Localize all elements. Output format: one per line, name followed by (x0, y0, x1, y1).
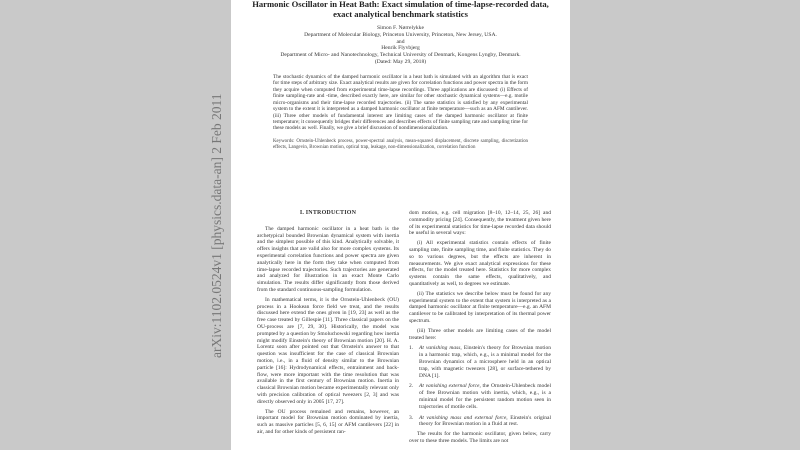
date: (Dated: May 29, 2018) (374, 58, 427, 65)
list-number: 1. (409, 345, 414, 352)
author-1: Simon F. Nørrelykke (377, 25, 424, 31)
title-line-1: Harmonic Oscillator in Heat Bath: Exact simulation of time-lapse-recorded data, (252, 0, 549, 9)
paragraph: dom motion, e.g. cell migration [8–10, 12–14, 25, 26] and commodity pricing [24]. Consequently, the treatment given here of its experimental statistics for time-lapse recorded data should be useful in several ways: (409, 210, 551, 237)
list-text (419, 415, 551, 429)
paper-title (231, 0, 570, 19)
paragraph: In mathematical terms, it is the Ornstein-Uhlenbeck (OU) process in a Hookean force field we treat, and the results discussed here extend the ones given in [19, 23] as well as the free case treated by Gillespie [11]. Three classical papers on the OU-process are [7, 29, 30]. Historically, the model was prompted by a question by Smoluchowski regarding how inertia might modify Einstein's theory of Brownian motion [20]. H. A. Lorentz soon after pointed out that Ornstein's answer to that question was insufficient for the case of classical Brownian motion, i.e., in a fluid of density similar to the Brownian particle [16]: Hydrodynamical effects, entrainment and back-flow, were more important with the time resolution that was available in the first century of Brownian motion. Inertia in classical Brownian motion became experimentally relevant only with precision calibration of optical tweezers [2, 3] and was directly observed only in 2005 [17, 27]. (257, 296, 399, 405)
list-number: 3. (409, 414, 414, 421)
and-separator: and (396, 38, 405, 45)
author-2: Henrik Flyvbjerg (381, 45, 420, 52)
arxiv-id: arXiv:1102.0524v1 [physics.data-an] 2 Feb 2011 (209, 93, 224, 358)
list-text (419, 383, 551, 410)
affiliation-1: Department of Molecular Biology, Princeton University, Princeton, New Jersey, USA. (304, 31, 497, 38)
paragraph: The damped harmonic oscillator in a heat bath is the archetypical bounded Brownian dynamical system with inertia and the simplest possible of this kind. Analytically solvable, it offers insights that are valid also for more complex systems. Its experimental correlation functions and power spectra are given analytically here in the form they take when computed from time-lapse recorded trajectories. Such trajectories are generated and analyzed for illustration in an exact Monte Carlo simulation. The results differ significantly from those derived from the standard continuous-sampling formulation. (257, 225, 399, 293)
affiliation-2: Department of Micro- and Nanotechnology, Technical University of Denmark, Kongens Lyngby, Denmark. (280, 52, 521, 59)
section-heading: I. INTRODUCTION (299, 210, 357, 216)
list-item (409, 415, 551, 429)
list-rest: Einstein's theory for Brownian motion in a harmonic trap, which, e.g., is a minimal model for the Brownian dynamics of a microsphere held in an optical trap, with magnetic tweezers [28], or surface-tethered by DNA [1]. (419, 345, 551, 379)
title-line-2: exact analytical benchmark statistics (333, 8, 468, 19)
list-rest: Einstein's original theory for Brownian motion in a fluid at rest. (419, 414, 551, 428)
paragraph: The results for the harmonic oscillator, given below, carry over to these three models. The limits are not (409, 431, 551, 444)
list-rest: the Ornstein-Uhlenbeck model of free Brownian motion with inertia, which, e.g., is a minimal model for the persistent random motion seen in trajectories of motile cells. (419, 383, 551, 410)
paragraph: (ii) The statistics we describe below must be found for any experimental system to the extent that system is interpreted as a damped harmonic oscillator at finite temperature—e.g. an AFM cantilever to be calibrated by interpretation of its thermal power spectrum. (409, 290, 551, 324)
list-lead: At vanishing mass, (419, 345, 462, 352)
list-item (409, 383, 551, 410)
paper-page (231, 0, 570, 450)
list-text (419, 345, 551, 379)
list-item (409, 345, 551, 379)
list-number: 2. (409, 383, 414, 390)
paragraph: (iii) Three other models are limiting cases of the model treated here: (409, 327, 551, 341)
paragraph: The OU process remained and remains, however, an important model for Brownian motion dominated by inertia, such as massive particles [5, 6, 15] or AFM cantilevers [22] in air, and for other kinds of persistent ran- (257, 408, 399, 435)
keywords: Keywords: Ornstein-Uhlenbeck process, power-spectral analysis, mean-squared displacement, discrete sampling, discretization effects, Langevin, Brownian motion, optical trap, leakage, non-dimensionalization, correlation function (273, 138, 528, 150)
left-column (257, 210, 399, 439)
right-column (409, 210, 551, 448)
abstract: The stochastic dynamics of the damped harmonic oscillator in a heat bath is simulated with an algorithm that is exact for time steps of arbitrary size. Exact analytical results are given for correlation functions and power spectra in the form they acquire when computed from experimental time-lapse recordings. Three applications are discussed: (i) Effects of finite sampling-rate and -time, described exactly here, are similar for other stochastic dynamical systems—e.g. motile micro-organisms and their time-lapse recorded trajectories. (ii) The same statistics is satisfied by any experimental system to the extent it is interpreted as a damped harmonic oscillator at finite temperature—such as an AFM cantilever. (iii) Three other models of fundamental interest are limiting cases of the damped harmonic oscillator at finite temperature; it consequently bridges their differences and describes effects of finite sampling rate and sampling time for these models as well. Finally, we give a brief discussion of nondimensionalization. (273, 73, 528, 132)
list-lead: At vanishing mass and external force, (419, 414, 508, 421)
paragraph: (i) All experimental statistics contain effects of finite sampling rate, finite sampling time, and finite statistics. They do so to various degrees, but the effects are inherent in measurements. We give exact analytical expressions for these effects, for the model treated here. Statistics for more complex systems contain the same effects, qualitatively, and quantitatively as well, to degrees we estimate. (409, 240, 551, 287)
list-lead: At vanishing external force, (419, 383, 481, 390)
authors-block (231, 25, 570, 66)
